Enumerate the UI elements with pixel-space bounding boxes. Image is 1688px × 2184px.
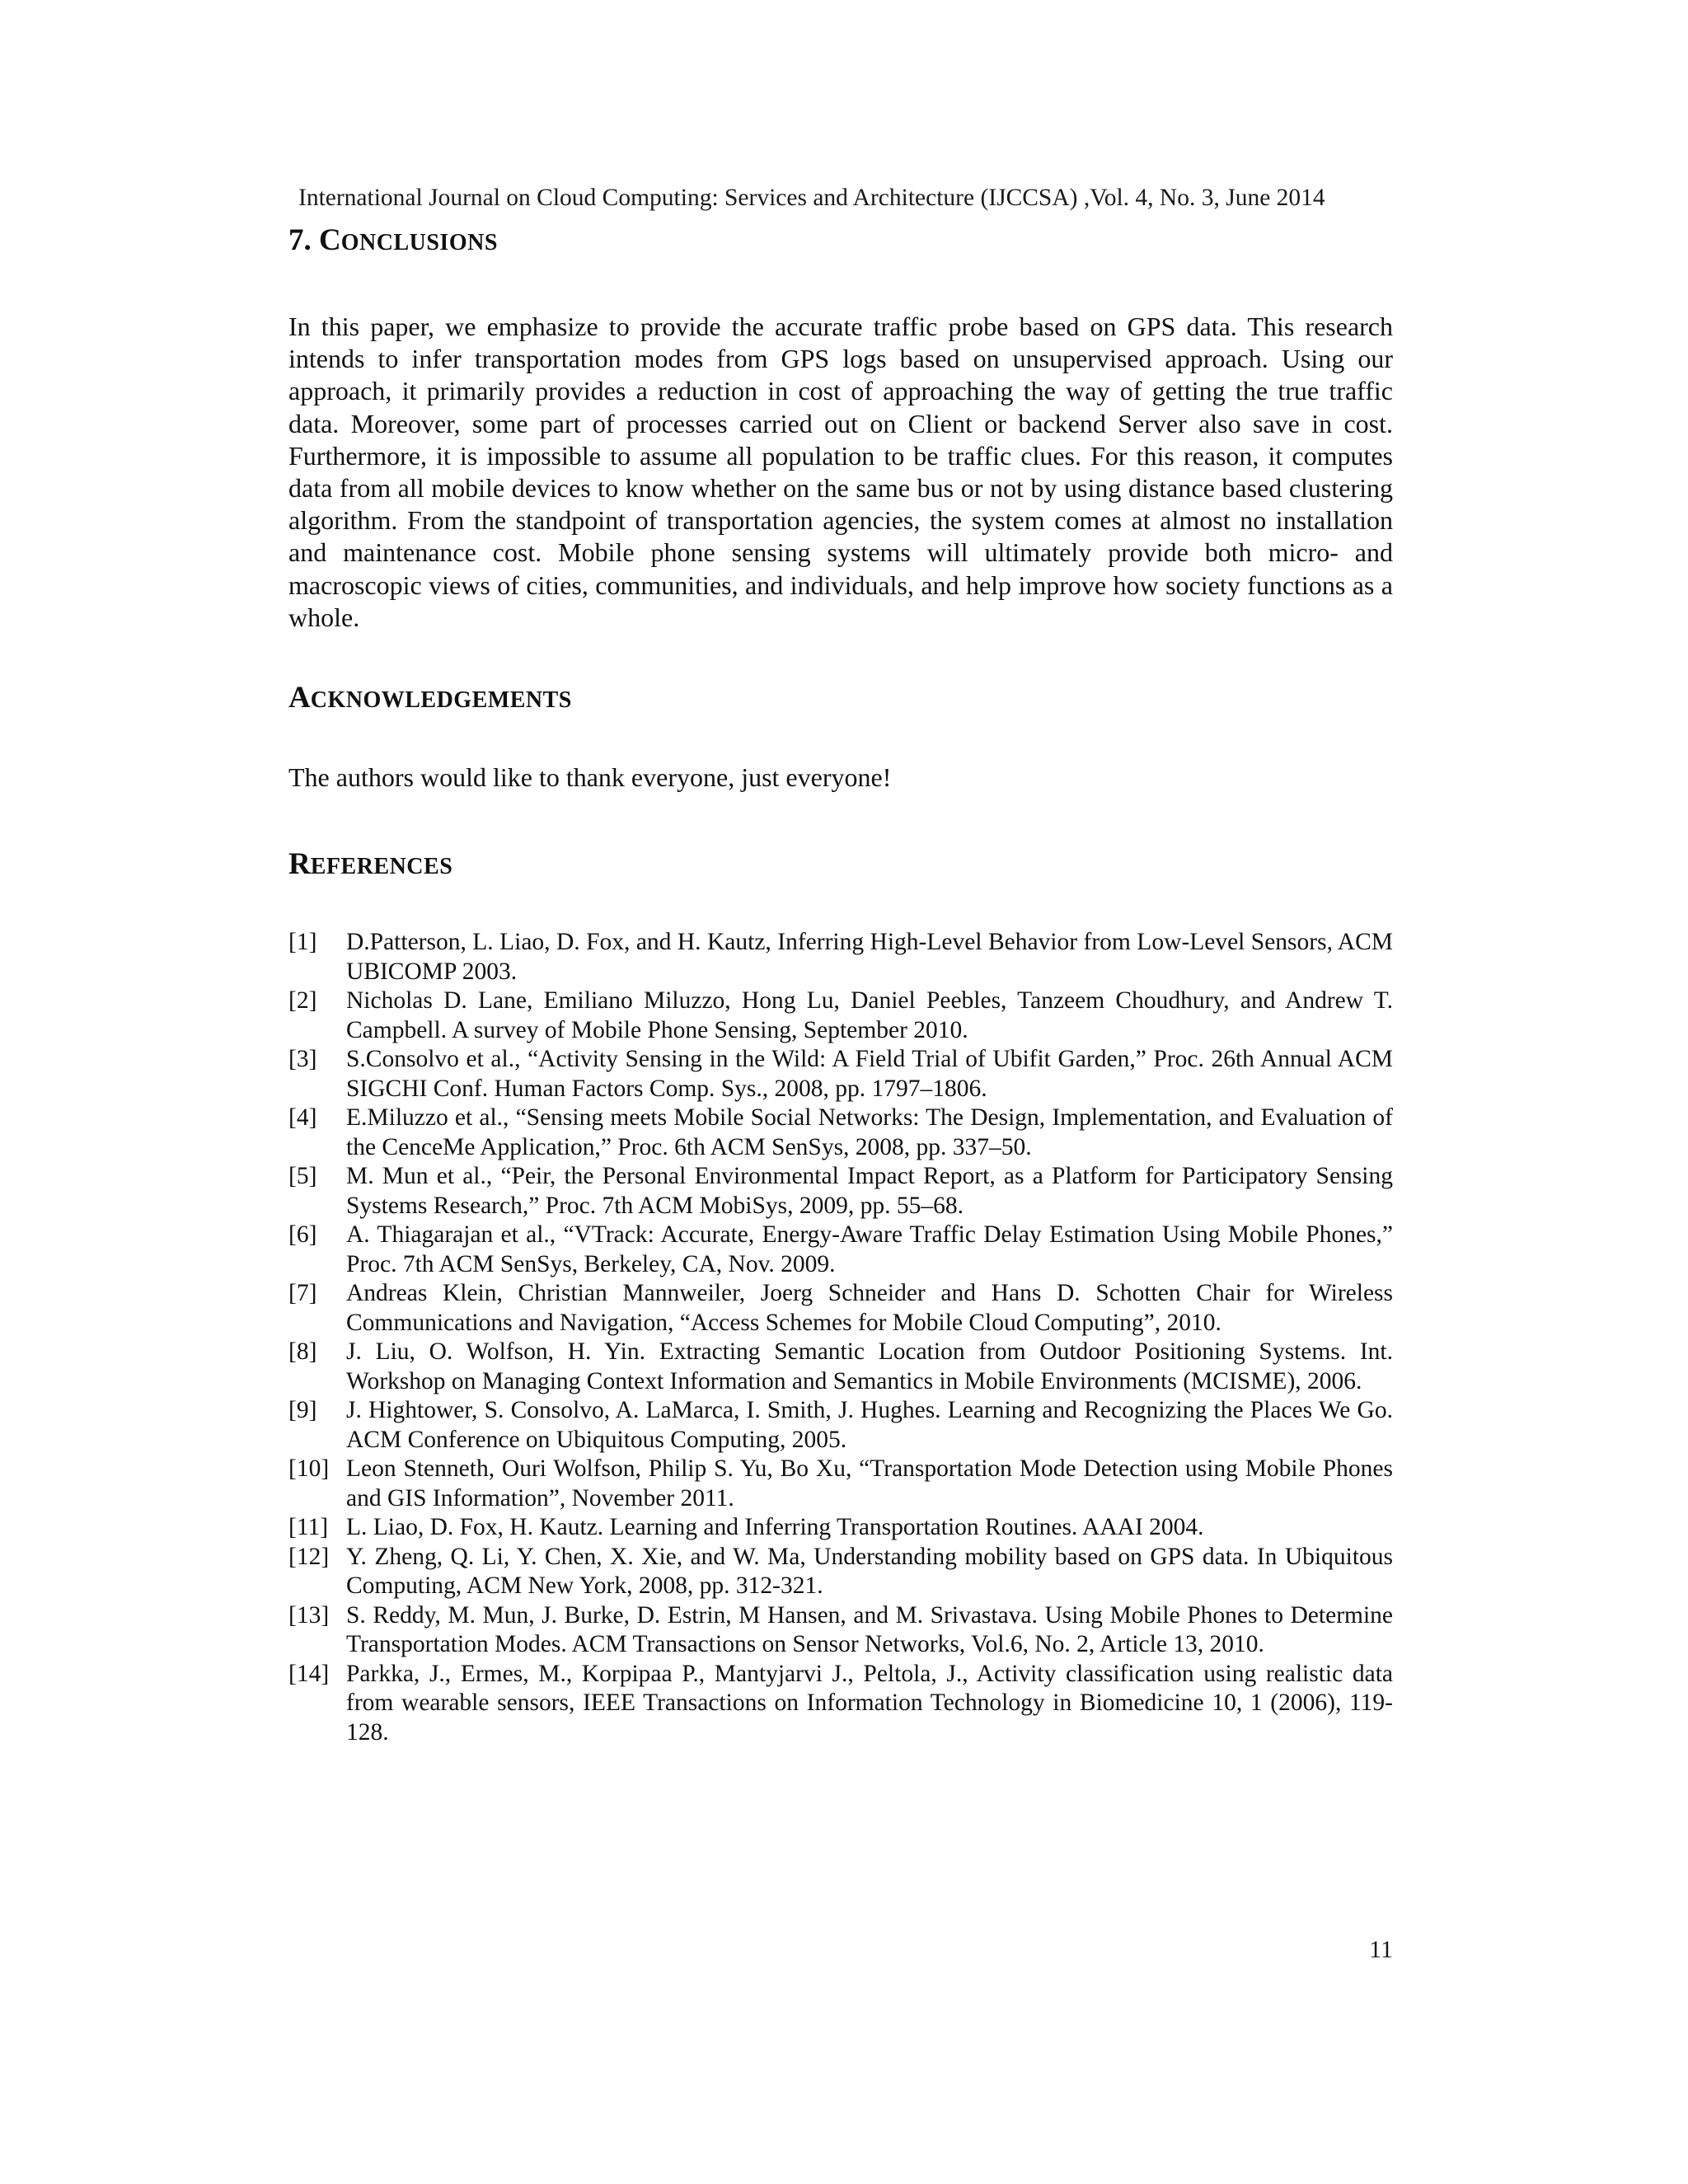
reference-number: [13]: [288, 1601, 330, 1629]
reference-number: [12]: [288, 1543, 330, 1570]
references-heading-rest: EFERENCES: [310, 854, 453, 880]
reference-number: [10]: [288, 1455, 330, 1483]
reference-item: [288, 987, 1393, 1045]
reference-number: [1]: [288, 929, 317, 956]
reference-text: L. Liao, D. Fox, H. Kautz. Learning and Inferring Transportation Routines. AAAI 2004.: [346, 1514, 1204, 1541]
reference-number: [7]: [288, 1280, 317, 1307]
reference-item: [288, 1396, 1393, 1455]
conclusions-heading-number: 7. C: [288, 223, 341, 257]
reference-number: [2]: [288, 987, 317, 1015]
reference-text: M. Mun et al., “Peir, the Personal Environmental Impact Report, as a Platform for Participatory Sensing Systems Research,” Proc. 7th ACM MobiSys, 2009, pp. 55–68.: [346, 1163, 1393, 1219]
reference-text: E.Miluzzo et al., “Sensing meets Mobile Social Networks: The Design, Implementation, and Evaluation of the CenceMe Application,” Proc. 6th ACM SenSys, 2008, pp. 337–50.: [346, 1104, 1393, 1160]
acknowledgements-paragraph: The authors would like to thank everyone, just everyone!: [288, 762, 892, 793]
reference-text: S. Reddy, M. Mun, J. Burke, D. Estrin, M Hansen, and M. Srivastava. Using Mobile Phones to Determine Transportation Modes. ACM Transactions on Sensor Networks, Vol.6, No. 2, Article 13, 2010.: [346, 1601, 1393, 1658]
reference-list: [288, 928, 1393, 1747]
conclusions-paragraph: In this paper, we emphasize to provide the accurate traffic probe based on GPS data. This research intends to infer transportation modes from GPS logs based on unsupervised approach. Using our approach, it primarily provides a reduction in cost of approaching the way of getting the true traffic data. Moreover, some part of processes carried out on Client or backend Server also save in cost. Furthermore, it is impossible to assume all population to be traffic clues. For this reason, it computes data from all mobile devices to know whether on the same bus or not by using distance based clustering algorithm. From the standpoint of transportation agencies, the system comes at almost no installation and maintenance cost. Mobile phone sensing systems will ultimately provide both micro- and macroscopic views of cities, communities, and individuals, and help improve how society functions as a whole.: [288, 312, 1393, 632]
conclusions-heading-rest: ONCLUSIONS: [340, 230, 498, 255]
reference-number: [5]: [288, 1163, 317, 1190]
reference-item: [288, 928, 1393, 987]
reference-item: [288, 1338, 1393, 1396]
reference-text: Leon Stenneth, Ouri Wolfson, Philip S. Yu, Bo Xu, “Transportation Mode Detection using Mobile Phones and GIS Information”, November 2011.: [346, 1455, 1393, 1511]
reference-item: [288, 1045, 1393, 1104]
acknowledgements-heading-initial: A: [288, 681, 311, 715]
reference-text: Nicholas D. Lane, Emiliano Miluzzo, Hong Lu, Daniel Peebles, Tanzeem Choudhury, and Andrew T. Campbell. A survey of Mobile Phone Sensing, September 2010.: [346, 987, 1393, 1043]
reference-text: A. Thiagarajan et al., “VTrack: Accurate, Energy-Aware Traffic Delay Estimation Using Mobile Phones,” Proc. 7th ACM SenSys, Berkeley, CA, Nov. 2009.: [346, 1221, 1393, 1277]
page-number: 11: [1369, 1936, 1393, 1963]
reference-item: [288, 1660, 1393, 1748]
references-heading-initial: R: [288, 847, 311, 882]
reference-text: S.Consolvo et al., “Activity Sensing in the Wild: A Field Trial of Ubifit Garden,” Proc. 26th Annual ACM SIGCHI Conf. Human Factors Comp. Sys., 2008, pp. 1797–1806.: [346, 1046, 1393, 1102]
reference-text: Andreas Klein, Christian Mannweiler, Joerg Schneider and Hans D. Schotten Chair for Wireless Communications and Navigation, “Access Schemes for Mobile Cloud Computing”, 2010.: [346, 1280, 1393, 1336]
reference-text: J. Liu, O. Wolfson, H. Yin. Extracting Semantic Location from Outdoor Positioning Systems. Int. Workshop on Managing Context Information and Semantics in Mobile Environments (MCISME), 2006.: [346, 1338, 1393, 1394]
reference-item: [288, 1455, 1393, 1513]
reference-item: [288, 1543, 1393, 1601]
reference-item: [288, 1513, 1393, 1543]
reference-number: [8]: [288, 1338, 317, 1366]
reference-text: D.Patterson, L. Liao, D. Fox, and H. Kautz, Inferring High-Level Behavior from Low-Level Sensors, ACM UBICOMP 2003.: [346, 929, 1393, 985]
reference-number: [11]: [288, 1514, 329, 1541]
references-heading: [288, 845, 1393, 887]
reference-item: [288, 1221, 1393, 1279]
reference-number: [3]: [288, 1046, 317, 1073]
acknowledgements-heading: [288, 678, 1393, 720]
reference-text: Parkka, J., Ermes, M., Korpipaa P., Mantyjarvi J., Peltola, J., Activity classification using realistic data from wearable sensors, IEEE Transactions on Information Technology in Biomedicine 10, 1 (2006), 119-128.: [346, 1660, 1393, 1746]
reference-item: [288, 1104, 1393, 1162]
reference-number: [4]: [288, 1104, 317, 1132]
page-content: [288, 221, 1393, 1747]
reference-item: [288, 1279, 1393, 1338]
acknowledgements-heading-rest: CKNOWLEDGEMENTS: [310, 687, 572, 714]
reference-number: [14]: [288, 1660, 330, 1687]
reference-number: [6]: [288, 1221, 317, 1249]
reference-item: [288, 1601, 1393, 1660]
reference-text: Y. Zheng, Q. Li, Y. Chen, X. Xie, and W. Ma, Understanding mobility based on GPS data. In Ubiquitous Computing, ACM New York, 2008, pp. 312-321.: [346, 1543, 1393, 1600]
conclusions-heading: [288, 221, 1393, 263]
reference-text: J. Hightower, S. Consolvo, A. LaMarca, I. Smith, J. Hughes. Learning and Recognizing the Places We Go. ACM Conference on Ubiquitous Computing, 2005.: [346, 1397, 1393, 1453]
reference-number: [9]: [288, 1397, 317, 1424]
running-header: International Journal on Cloud Computing: Services and Architecture (IJCCSA) ,Vol. 4, No. 3, June 2014: [298, 185, 1325, 211]
reference-item: [288, 1162, 1393, 1221]
